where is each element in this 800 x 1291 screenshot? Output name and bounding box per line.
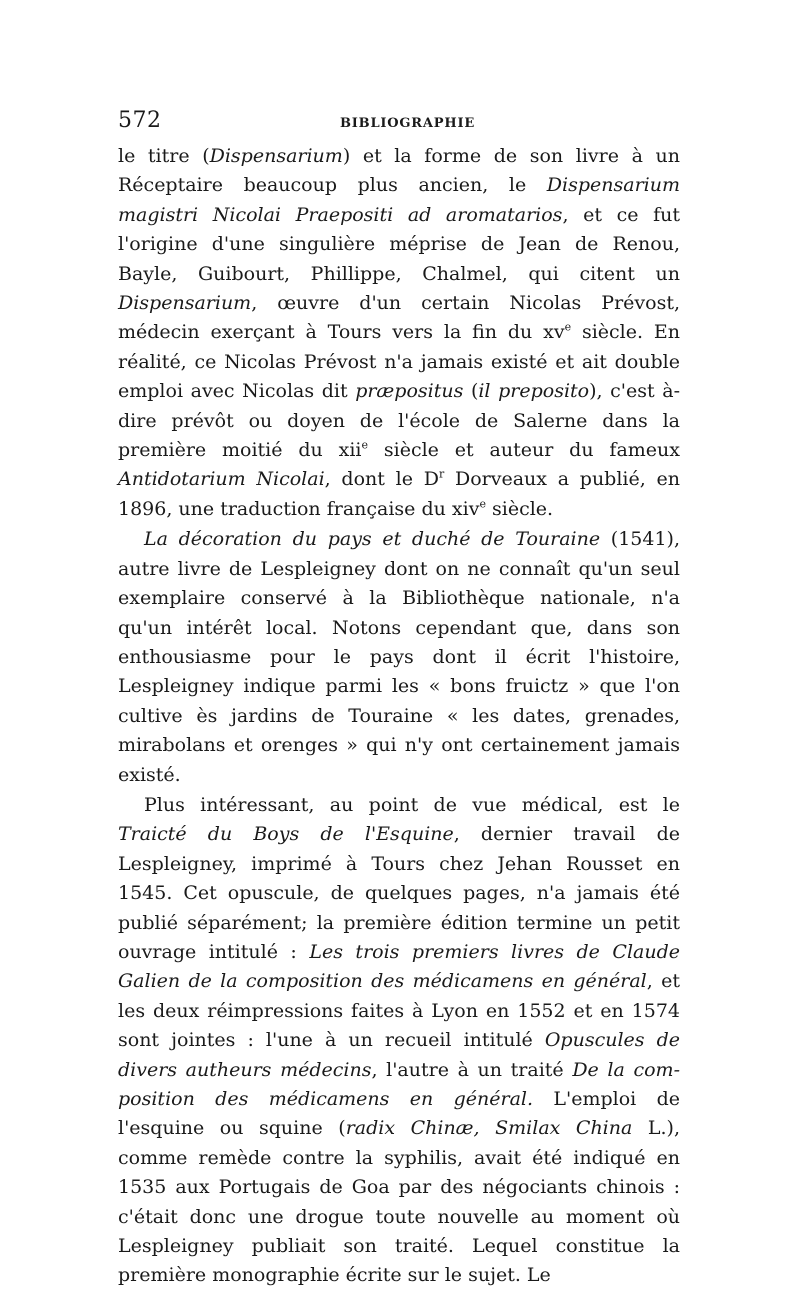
superscript: e [361, 438, 369, 452]
italic-text: Dispensarium [209, 145, 343, 167]
text-run: Plus intéressant, au point de vue médical, est le [144, 793, 680, 816]
text-run: ) et la forme de son livre à un Réceptaire beaucoup plus ancien, le [118, 145, 680, 197]
italic-text: La décoration du pays et duché de Touraine [144, 528, 601, 551]
italic-text: Dispensarium [118, 292, 252, 315]
text-run: Dorveaux a publié, en 1896, une traduction française du xiv [118, 468, 681, 520]
text-run: siècle. [485, 497, 554, 520]
italic-text: Antidotarium Nicolai [118, 468, 325, 491]
text-run: L.), comme remède contre la syphilis, avait été indiqué en 1535 aux Portugais de Goa par des négociants chinois : c'était donc une drogue toute nouvelle au moment où Lespleigney publiait son traité. Lequel constitue la première monographie écrite sur le sujet. Le [118, 1117, 680, 1287]
italic-text: il preposito [478, 380, 590, 403]
text-run: , l'autre à un traité [371, 1058, 573, 1081]
text-run: le titre ( [118, 145, 210, 167]
italic-text: radix Chinæ, Smilax China [345, 1117, 633, 1140]
italic-text: præpositus [355, 380, 464, 403]
text-run: (1541), autre livre de Lespleigney dont on ne connaît qu'un seul exemplaire conservé à la Bibliothèque nationale, n'a qu'un intérêt local. Notons cependant que, dans son enthousiasme pour le pays dont il écrit l'histoire, Lespleigney indique parmi les « bons fruictz » que l'on cultive ès jardins de Touraine « les dates, grenades, mirabolans et orenges » qui n'y ont certainement jamais existé. [118, 528, 681, 786]
body-text [118, 142, 680, 1291]
paragraph-1 [118, 142, 680, 524]
text-run: , œuvre d'un certain Nicolas Prévost, médecin exerçant à Tours vers la fin du xv [118, 292, 680, 344]
superscript: r [438, 468, 445, 482]
text-run: ( [463, 380, 479, 403]
text-run: , et les deux réimpressions faites à Lyon en 1552 et en 1574 sont jointes : l'une à un recueil intitulé [118, 970, 680, 1052]
superscript: e [479, 497, 486, 511]
italic-text: Les trois premiers livres de Claude Galien de la composition des médicamens en général [118, 940, 680, 993]
text-run: siècle et auteur du fameux [368, 439, 680, 462]
paragraph-3 [118, 791, 680, 1291]
text-run: , dont le D [324, 468, 439, 491]
text-run: , dernier travail de Lespleigney, imprimé à Tours chez Jehan Rousset en 1545. Cet opuscule, de quelques pages, n'a jamais été publié séparément; la première édition termine un petit ouvrage intitulé : [118, 823, 680, 963]
italic-text: Dispensarium magistri Nicolai Praepositi ad aromatarios [118, 174, 680, 226]
italic-text: De la composition des médicamens en général. [118, 1058, 680, 1110]
superscript: e [564, 321, 572, 335]
text-run: ), c'est à-dire prévôt ou doyen de l'école de Salerne dans la première moitié du xii [118, 380, 681, 462]
running-head: BIBLIOGRAPHIE [340, 116, 476, 131]
text-run: , et ce fut l'origine d'une singulière méprise de Jean de Renou, Bayle, Guibourt, Phillippe, Chalmel, qui citent un [118, 203, 680, 285]
page-header [118, 108, 680, 142]
document-page [118, 108, 680, 1291]
text-run: L'emploi de l'esquine ou squine ( [118, 1088, 680, 1140]
italic-text: Traicté du Boys de l'Esquine [118, 823, 454, 846]
page-number: 572 [118, 108, 162, 133]
italic-text: Opuscules de divers autheurs médecins [118, 1029, 681, 1081]
text-run: siècle. En réalité, ce Nicolas Prévost n'a jamais existé et ait double emploi avec Nicolas dit [118, 321, 680, 403]
paragraph-2 [118, 525, 680, 790]
